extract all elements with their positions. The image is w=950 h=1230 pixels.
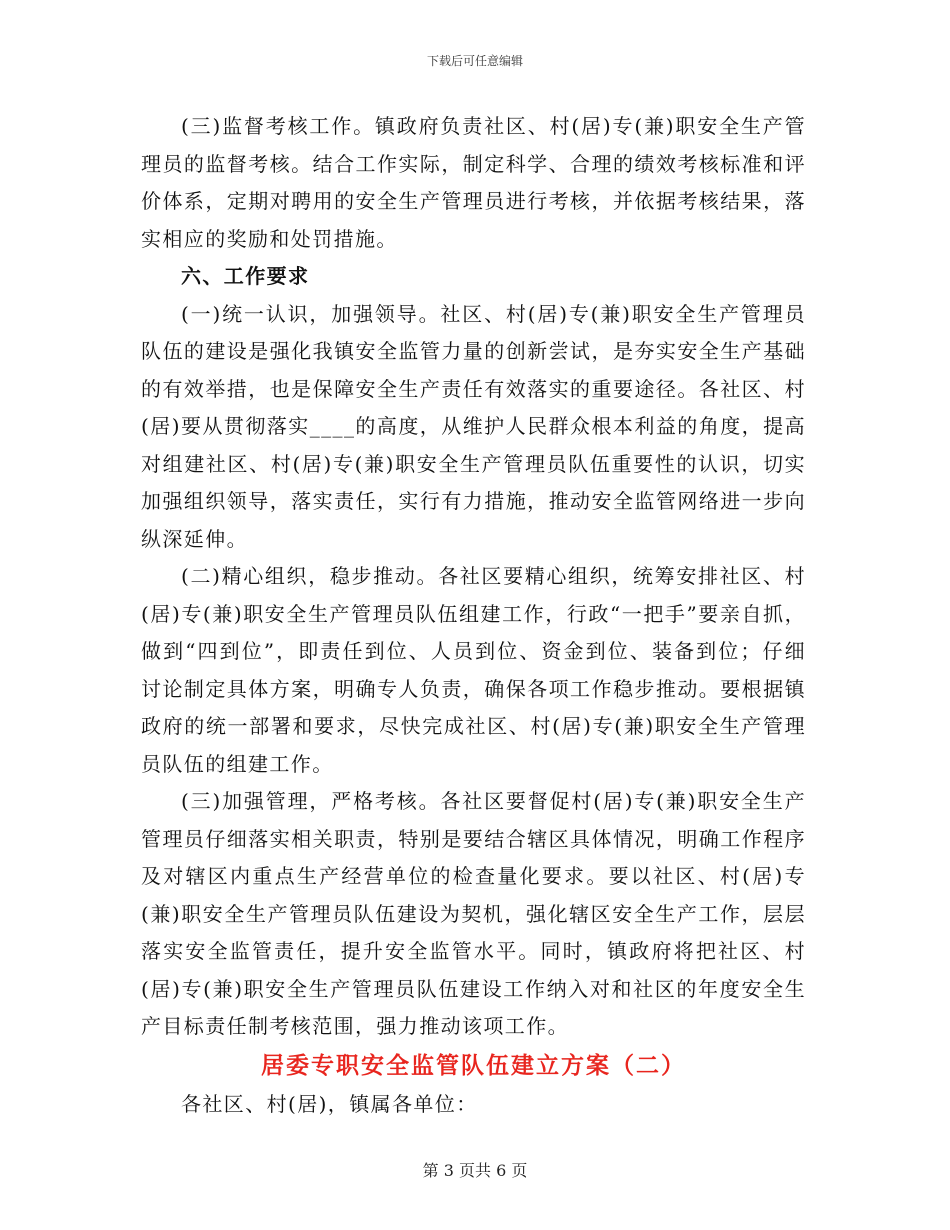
paragraph-requirement-2: (二)精心组织，稳步推动。各社区要精心组织，统筹安排社区、村(居)专(兼)职安全生产管理员队伍组建工作，行政“一把手”要亲自抓，做到“四到位”，即责任到位、人员到位、资金到位、装备到位；仔细讨论制定具体方案，明确专人负责，确保各项工作稳步推动。要根据镇政府的统一部署和要求，尽快完成社区、村(居)专(兼)职安全生产管理员队伍的组建工作。 bbox=[141, 564, 806, 776]
document-body bbox=[141, 108, 806, 1123]
paragraph-requirement-3: (三)加强管理，严格考核。各社区要督促村(居)专(兼)职安全生产管理员仔细落实相关职责，特别是要结合辖区具体情况，明确工作程序及对辖区内重点生产经营单位的检查量化要求。要以社区、村(居)专(兼)职安全生产管理员队伍建设为契机，强化辖区安全生产工作，层层落实安全监管责任，提升安全监管水平。同时，镇政府将把社区、村(居)专(兼)职安全生产管理员队伍建设工作纳入对和社区的年度安全生产目标责任制考核范围，强力推动该项工作。 bbox=[141, 789, 806, 1038]
paragraph-supervision: (三)监督考核工作。镇政府负责社区、村(居)专(兼)职安全生产管理员的监督考核。结合工作实际，制定科学、合理的绩效考核标准和评价体系，定期对聘用的安全生产管理员进行考核，并依据考核结果，落实相应的奖励和处罚措施。 bbox=[141, 114, 806, 251]
page-number: 第 3 页共 6 页 bbox=[422, 1161, 528, 1180]
section-heading-work-requirements: 六、工作要求 bbox=[181, 264, 310, 288]
paragraph-requirement-1: (一)统一认识，加强领导。社区、村(居)专(兼)职安全生产管理员队伍的建设是强化我镇安全监管力量的创新尝试，是夯实安全生产基础的有效举措，也是保障安全生产责任有效落实的重要途径。各社区、村(居)要从贯彻落实____的高度，从维护人民群众根本利益的角度，提高对组建社区、村(居)专(兼)职安全生产管理员队伍重要性的认识，切实加强组织领导，落实责任，实行有力措施，推动安全监管网络进一步向纵深延伸。 bbox=[141, 301, 806, 551]
document-title: 居委专职安全监管队伍建立方案（二） bbox=[261, 1051, 686, 1079]
page-header: 下载后可任意编辑 bbox=[426, 54, 523, 68]
salutation: 各社区、村(居)，镇属各单位： bbox=[181, 1091, 478, 1116]
